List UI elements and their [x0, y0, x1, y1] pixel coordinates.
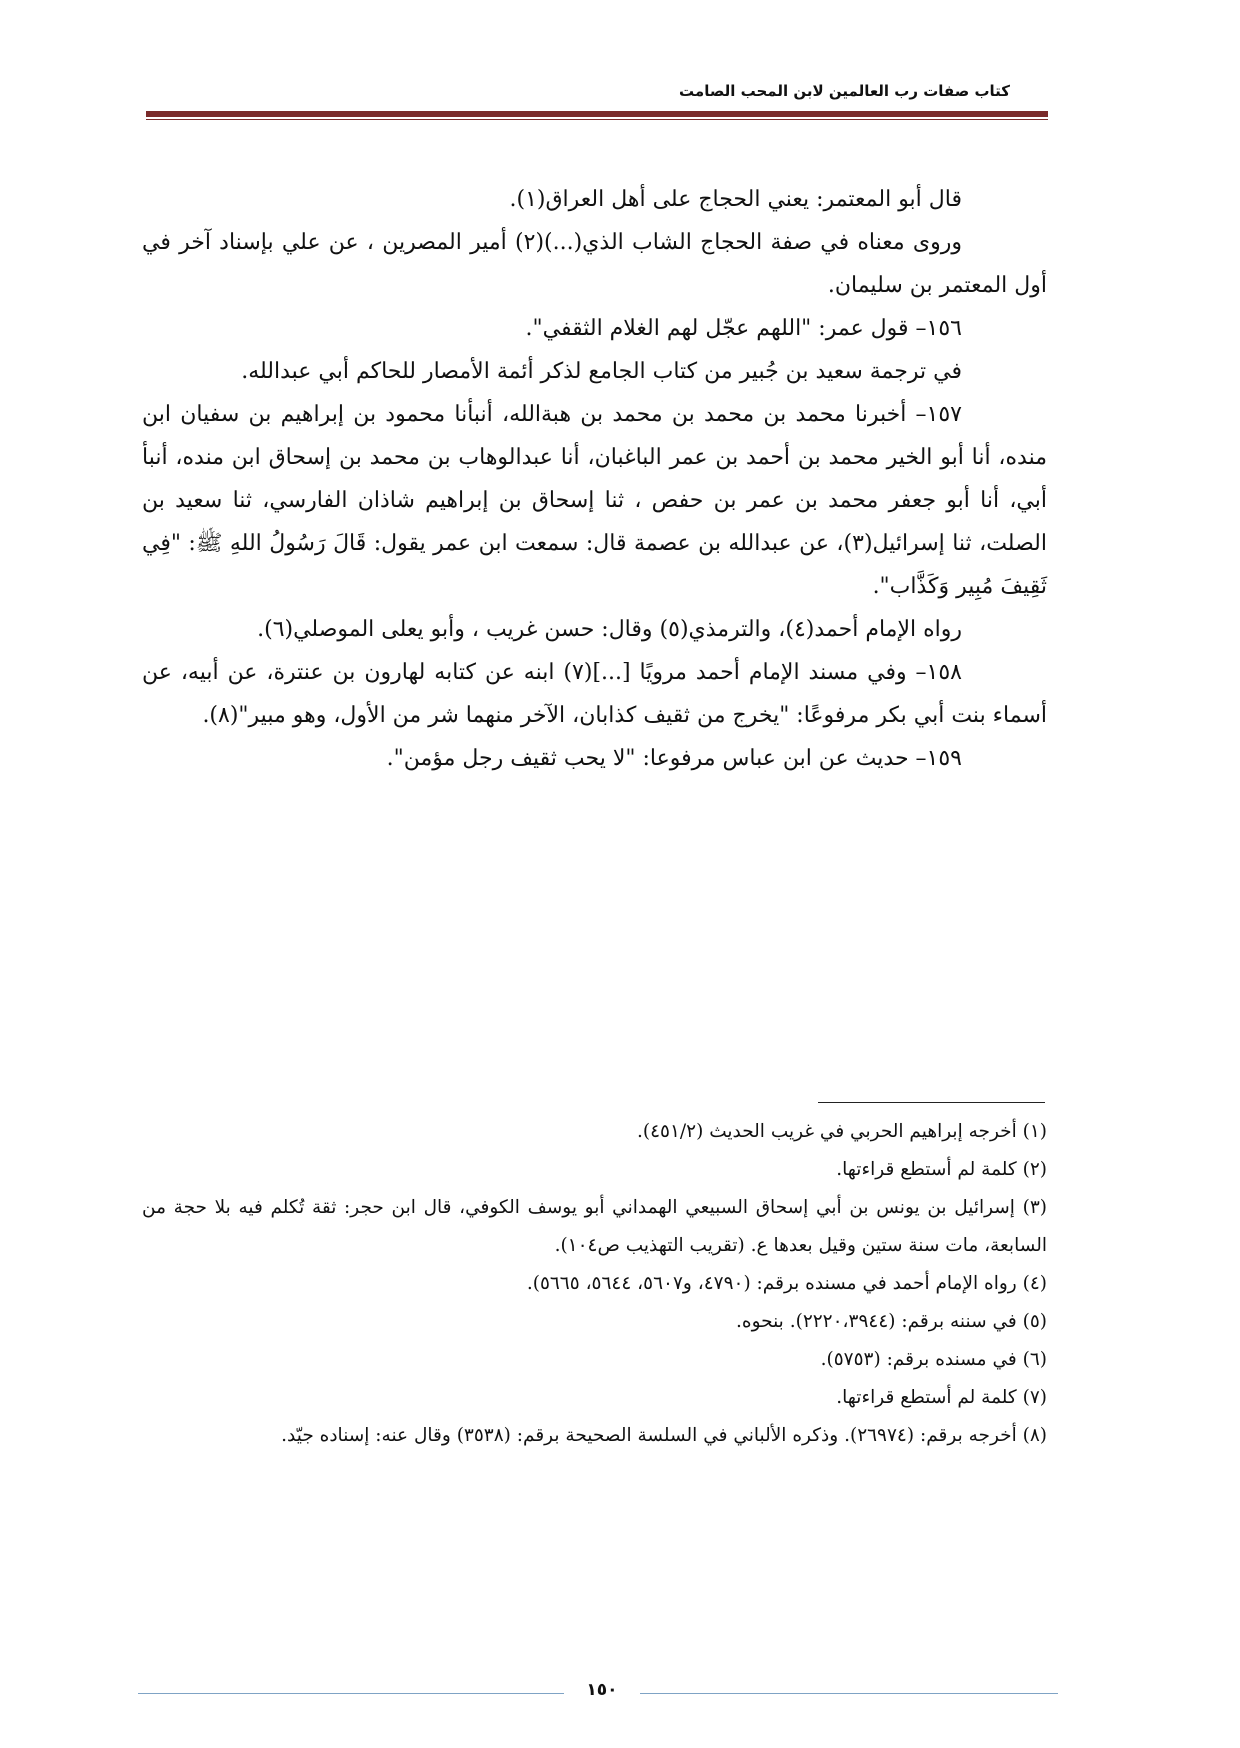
header-rule-thin [146, 119, 1048, 120]
footnote: (١) أخرجه إبراهيم الحربي في غريب الحديث (٤٥١/٢). [637, 1121, 1047, 1142]
footnote: (٢) كلمة لم أستطع قراءتها. [836, 1159, 1047, 1180]
footnote-separator [818, 1102, 1045, 1103]
footnote: (٥) في سننه برقم: (٢٢٢٠،٣٩٤٤). بنحوه. [736, 1311, 1047, 1332]
paragraph: ١٥٦– قول عمر: "اللهم عجّل لهم الغلام الثقفي". [525, 316, 962, 341]
paragraph: ١٥٧– أخبرنا محمد بن محمد بن محمد بن هبةالله، أنبأنا محمود بن إبراهيم بن سفيان ابن منده، أنا أبو الخير محمد بن أحمد بن عمر الباغبان، أنا عبدالوهاب بن محمد بن إسحاق ابن منده، أنبأ أبي، أنا أبو جعفر محمد بن عمر بن حفص ، ثنا إسحاق بن إبراهيم شاذان الفارسي، ثنا سعيد بن الصلت، ثنا إسرائيل(٣)، عن عبدالله بن عصمة قال: سمعت ابن عمر يقول: قَالَ رَسُولُ اللهِ ﷺ: "فِي ثَقِيفَ مُبِير وَكَذَّاب". [142, 402, 1047, 599]
footnote: (٧) كلمة لم أستطع قراءتها. [836, 1387, 1047, 1408]
header-rule-thick [146, 111, 1048, 117]
footnotes [142, 1113, 1047, 1455]
running-header-title: كتاب صفات رب العالمين لابن المحب الصامت [679, 82, 1010, 100]
paragraph: ١٥٩– حديث عن ابن عباس مرفوعا: "لا يحب ثقيف رجل مؤمن". [386, 746, 962, 771]
footer-line-right [640, 1693, 1058, 1694]
footer-line-left [138, 1693, 564, 1694]
footnote: (٣) إسرائيل بن يونس بن أبي إسحاق السبيعي الهمداني أبو يوسف الكوفي، قال ابن حجر: ثقة تُكلم فيه بلا حجة من السابعة، مات سنة ستين وقيل بعدها ع. (تقريب التهذيب ص١٠٤). [142, 1197, 1047, 1256]
paragraph: في ترجمة سعيد بن جُبير من كتاب الجامع لذكر أئمة الأمصار للحاكم أبي عبدالله. [241, 359, 962, 384]
footnote: (٦) في مسنده برقم: (٥٧٥٣). [820, 1349, 1047, 1370]
page-number: ١٥٠ [586, 1680, 618, 1700]
paragraph: قال أبو المعتمر: يعني الحجاج على أهل العراق(١). [509, 187, 962, 212]
footnote: (٨) أخرجه برقم: (٢٦٩٧٤). وذكره الألباني في السلسة الصحيحة برقم: (٣٥٣٨) وقال عنه: إسناده جيّد. [281, 1425, 1047, 1446]
footnote: (٤) رواه الإمام أحمد في مسنده برقم: (٤٧٩٠، و٥٦٠٧، ٥٦٤٤، ٥٦٦٥). [526, 1273, 1047, 1294]
main-text [142, 178, 1047, 780]
paragraph: ١٥٨– وفي مسند الإمام أحمد مرويًا [...](٧) ابنه عن كتابه لهارون بن عنترة، عن أبيه، عن أسماء بنت أبي بكر مرفوعًا: "يخرج من ثقيف كذابان، الآخر منهما شر من الأول، وهو مبير"(٨). [142, 660, 1047, 728]
paragraph: رواه الإمام أحمد(٤)، والترمذي(٥) وقال: حسن غريب ، وأبو يعلى الموصلي(٦). [257, 617, 962, 642]
paragraph: وروى معناه في صفة الحجاج الشاب الذي(...)(٢) أمير المصرين ، عن علي بإسناد آخر في أول المعتمر بن سليمان. [142, 230, 1047, 298]
